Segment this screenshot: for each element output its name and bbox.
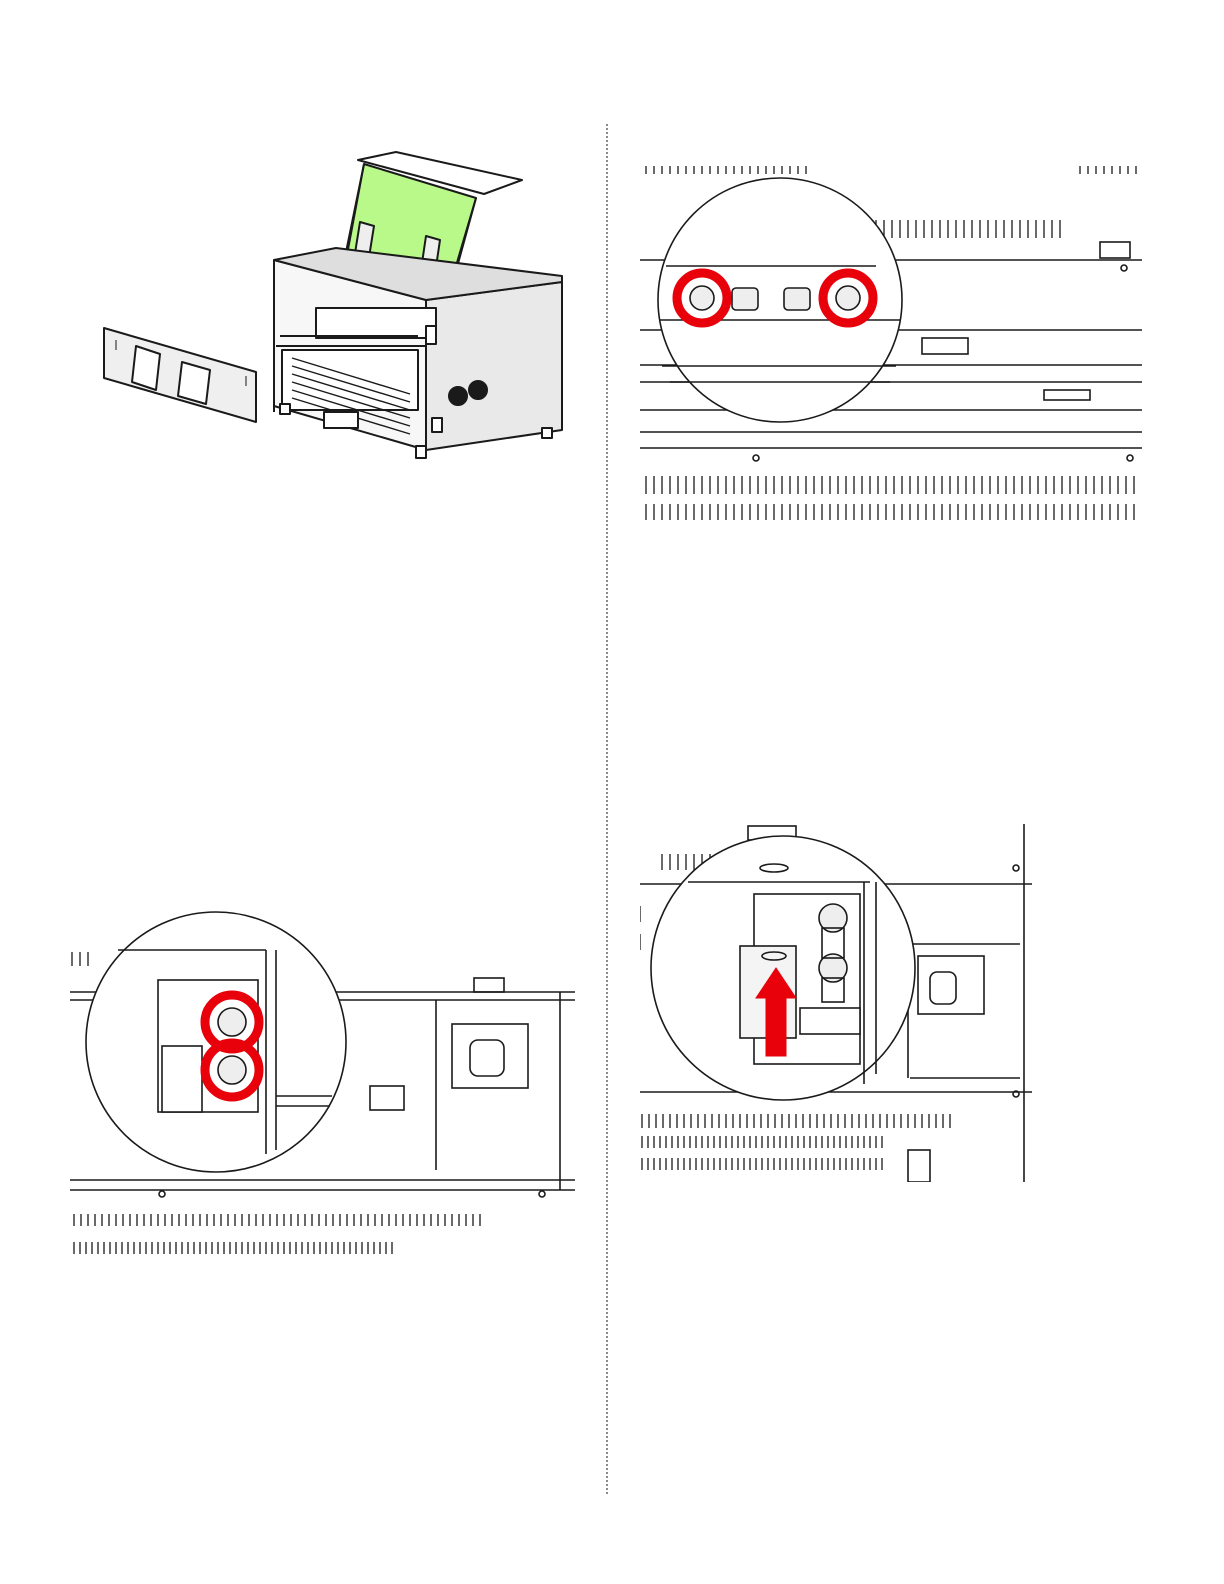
laser-cutter-body (274, 248, 562, 458)
column-divider (606, 124, 608, 1494)
vent-slots-bottom (646, 476, 1134, 520)
side-detail-figure (70, 900, 575, 1262)
rail-detail-figure (640, 160, 1142, 525)
removed-front-panel (104, 328, 256, 422)
bracket-slide-up-figure (640, 824, 1032, 1182)
machine-overview-figure (96, 150, 586, 470)
